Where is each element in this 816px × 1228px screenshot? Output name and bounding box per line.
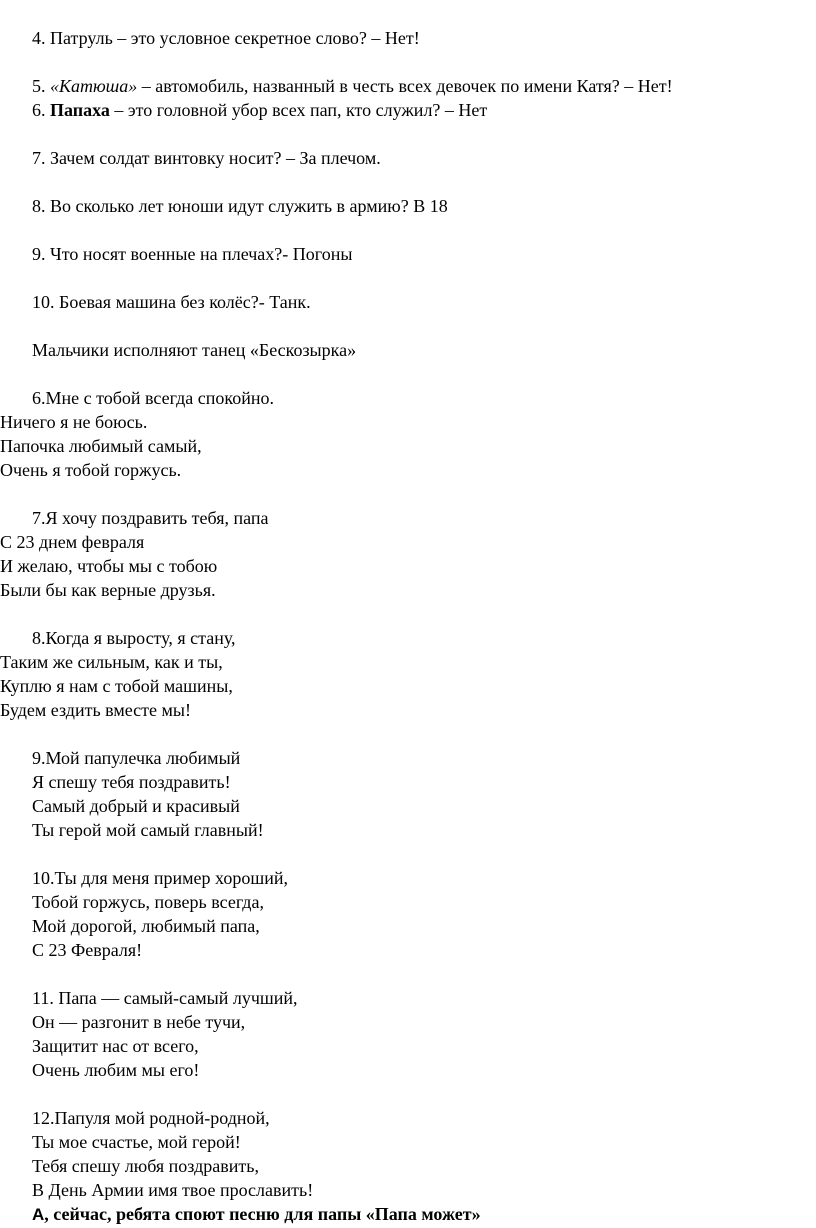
poem-9-line-4: Ты герой мой самый главный!	[32, 820, 264, 840]
poem-12-line-4: В День Армии имя твое прославить!	[32, 1180, 314, 1200]
question-5-italic: «Катюша»	[50, 76, 138, 96]
poem-8-line-3: Куплю я нам с тобой машины,	[0, 676, 233, 696]
question-6-text: – это головной убор всех пап, кто служил? – Нет	[109, 100, 488, 120]
poem-7-line-3: И желаю, чтобы мы с тобою	[0, 556, 218, 576]
poem-7-line-2: С 23 днем февраля	[0, 532, 145, 552]
poem-8-line-1: 8.Когда я выросту, я стану,	[32, 628, 236, 648]
poem-11-line-2: Он — разгонит в небе тучи,	[32, 1012, 246, 1032]
question-7: 7. Зачем солдат винтовку носит? – За плечом.	[32, 148, 381, 168]
question-5-number: 5.	[32, 76, 50, 96]
poem-9-line-3: Самый добрый и красивый	[32, 796, 240, 816]
question-5	[32, 74, 673, 98]
poem-10-line-3: Мой дорогой, любимый папа,	[32, 916, 260, 936]
poem-7-line-4: Были бы как верные друзья.	[0, 580, 216, 600]
poem-9-line-1: 9.Мой папулечка любимый	[32, 748, 241, 768]
question-10: 10. Боевая машина без колёс?- Танк.	[32, 292, 311, 312]
song-announcement	[32, 1202, 481, 1226]
poem-12-line-2: Ты мое счастье, мой герой!	[32, 1132, 241, 1152]
poem-8-line-4: Будем ездить вместе мы!	[0, 700, 191, 720]
poem-12-line-1: 12.Папуля мой родной-родной,	[32, 1108, 270, 1128]
poem-6-line-3: Папочка любимый самый,	[0, 436, 202, 456]
poem-11-line-1: 11. Папа — самый-самый лучший,	[32, 988, 298, 1008]
song-announcement-text: , сейчас, ребята споют песню для папы «Папа может»	[44, 1204, 481, 1224]
poem-11-line-3: Защитит нас от всего,	[32, 1036, 199, 1056]
poem-11-line-4: Очень любим мы его!	[32, 1060, 200, 1080]
poem-10-line-1: 10.Ты для меня пример хороший,	[32, 868, 288, 888]
question-6	[32, 98, 487, 122]
question-5-text: – автомобиль, названный в честь всех девочек по имени Катя? – Нет!	[137, 76, 673, 96]
poem-12-line-3: Тебя спешу любя поздравить,	[32, 1156, 259, 1176]
question-4: 4. Патруль – это условное секретное слово? – Нет!	[32, 28, 420, 48]
question-6-bold: Папаха	[50, 100, 110, 120]
poem-6-line-1: 6.Мне с тобой всегда спокойно.	[32, 388, 274, 408]
poem-9-line-2: Я спешу тебя поздравить!	[32, 772, 231, 792]
poem-10-line-2: Тобой горжусь, поверь всегда,	[32, 892, 264, 912]
poem-6-line-4: Очень я тобой горжусь.	[0, 460, 182, 480]
dance-announcement: Мальчики исполняют танец «Бескозырка»	[32, 340, 357, 360]
poem-8-line-2: Таким же сильным, как и ты,	[0, 652, 223, 672]
question-9: 9. Что носят военные на плечах?- Погоны	[32, 244, 353, 264]
poem-10-line-4: С 23 Февраля!	[32, 940, 143, 960]
song-announcement-initial: А	[32, 1205, 45, 1224]
question-8: 8. Во сколько лет юноши идут служить в армию? В 18	[32, 196, 448, 216]
question-6-number: 6.	[32, 100, 50, 120]
poem-6-line-2: Ничего я не боюсь.	[0, 412, 148, 432]
poem-7-line-1: 7.Я хочу поздравить тебя, папа	[32, 508, 269, 528]
